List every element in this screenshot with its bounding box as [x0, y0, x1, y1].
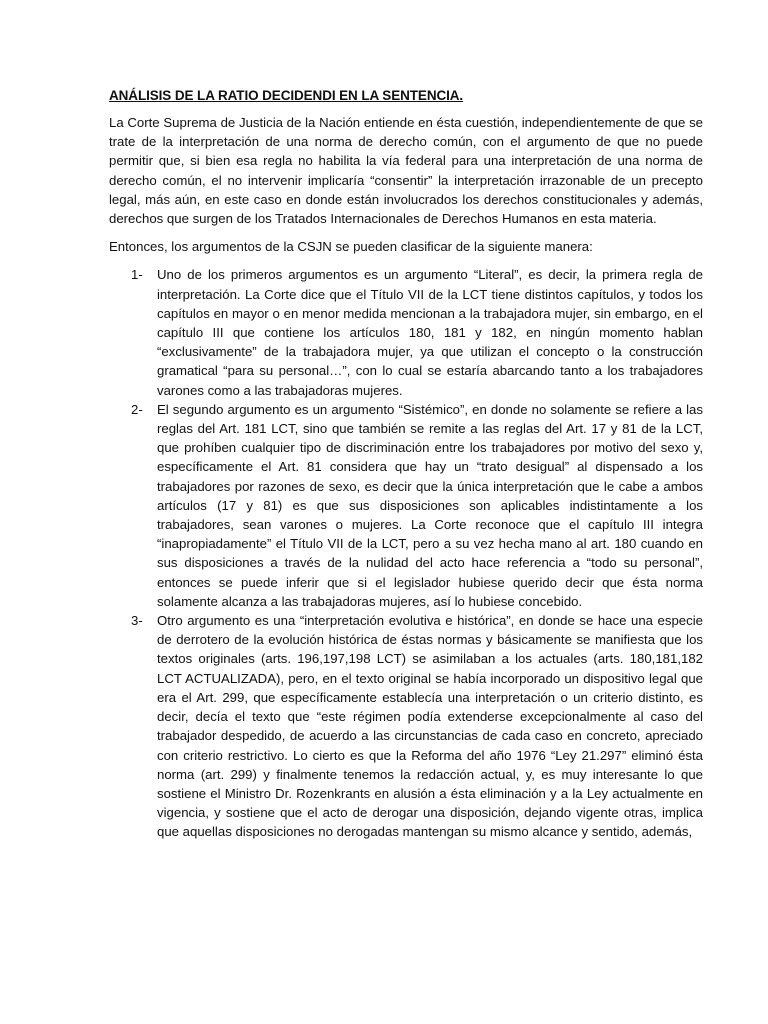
argument-number: 1- [131, 267, 143, 283]
argument-item [109, 611, 703, 841]
arguments-list [109, 265, 703, 841]
argument-item [109, 400, 703, 611]
argument-text: Uno de los primeros argumentos es un argumento “Literal”, es decir, la primera regla de interpretación. La Corte dice que el Título VII de la LCT tiene distintos capítulos, y todos los capítulos en mayor o en menor medida mencionan a la trabajadora mujer, sin embargo, en el capítulo III que contiene los artículos 180, 181 y 182, en ningún momento hablan “exclusivamente” de la trabajadora mujer, ya que utilizan el concepto o la construcción gramatical “para su personal…”, con lo cual se estaría abarcando tanto a los trabajadores varones como a las trabajadoras mujeres. [157, 267, 703, 398]
argument-number: 2- [131, 401, 143, 417]
argument-number: 3- [131, 613, 143, 629]
argument-item [109, 265, 703, 399]
classification-paragraph: Entonces, los argumentos de la CSJN se pueden clasificar de la siguiente manera: [109, 239, 593, 255]
argument-text: El segundo argumento es un argumento “Sistémico”, en donde no solamente se refiere a las reglas del Art. 181 LCT, sino que también se remite a las reglas del Art. 17 y 81 de la LCT, que prohíben cualquier tipo de discriminación entre los trabajadores por motivo del sexo y, específicamente el Art. 81 considera que hay un “trato desigual” al dispensado a los trabajadores por razones de sexo, es decir que la única interpretación que le cabe a ambos artículos (17 y 81) es que sus disposiciones son aplicables indistintamente a los trabajadores, sean varones o mujeres. La Corte reconoce que el capítulo III integra “inapropiadamente” el Título VII de la LCT, pero a su vez hecha mano al art. 180 cuando en sus disposiciones a través de la nulidad del acto hace referencia a “todo su personal”, entonces se puede inferir que si el legislador hubiese querido decir que ésta norma solamente alcanza a las trabajadoras mujeres, así lo hubiese concebido. [157, 401, 703, 609]
argument-text: Otro argumento es una “interpretación evolutiva e histórica”, en donde se hace una especie de derrotero de la evolución histórica de éstas normas y básicamente se manifiesta que los textos originales (arts. 196,197,198 LCT) se asimilaban a los actuales (arts. 180,181,182 LCT ACTUALIZADA), pero, en el texto original se había incorporado un dispositivo legal que era el Art. 299, que específicamente establecía una interpretación o un criterio distinto, es decir, decía el texto que “este régimen podía extenderse excepcionalmente al caso del trabajador despedido, de acuerdo a las circunstancias de cada caso en concreto, apreciado con criterio restrictivo. Lo cierto es que la Reforma del año 1976 “Ley 21.297” eliminó ésta norma (art. 299) y finalmente tenemos la redacción actual, y, es muy interesante lo que sostiene el Ministro Dr. Rozenkrants en alusión a ésta eliminación y a la Ley actualmente en vigencia, y sostiene que el acto de derogar una disposición, dejando vigente otras, implica que aquellas disposiciones no derogadas mantengan su mismo alcance y sentido, además, [157, 613, 703, 840]
document-page [109, 86, 703, 842]
intro-paragraph: La Corte Suprema de Justicia de la Nación entiende en ésta cuestión, independientemente de que se trate de la interpretación de una norma de derecho común, con el argumento de que no puede permitir que, si bien esa regla no habilita la vía federal para una interpretación de una norma de derecho común, el no intervenir implicaría “consentir” la interpretación irrazonable de un precepto legal, más aún, en este caso en donde están involucrados los derechos constitucionales y además, derechos que surgen de los Tratados Internacionales de Derechos Humanos en esta materia. [109, 115, 703, 227]
document-heading: ANÁLISIS DE LA RATIO DECIDENDI EN LA SENTENCIA. [109, 88, 464, 103]
